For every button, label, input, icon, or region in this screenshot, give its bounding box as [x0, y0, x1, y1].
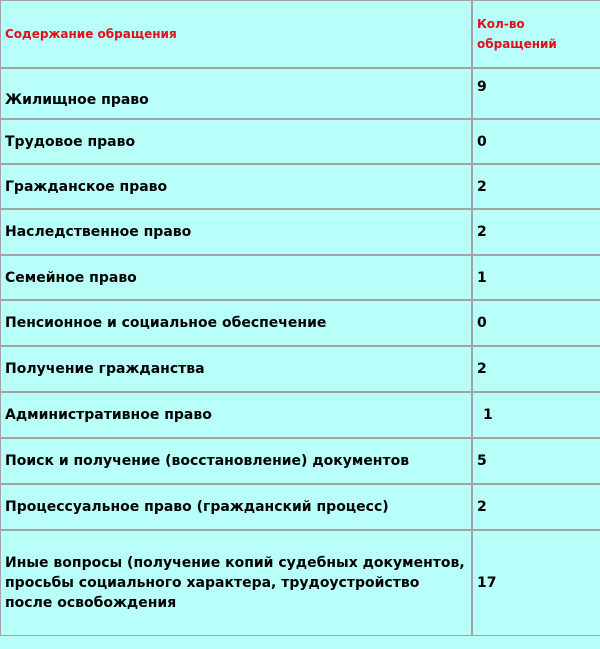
row-topic: Жилищное право — [0, 68, 472, 119]
row-topic: Наследственное право — [0, 209, 472, 255]
row-count: 1 — [472, 255, 600, 300]
row-count: 1 — [472, 392, 600, 438]
row-topic — [0, 530, 472, 636]
row-count: 2 — [472, 209, 600, 255]
table-row — [0, 164, 600, 209]
header-count: Кол-во обращений — [472, 0, 600, 68]
table-row — [0, 392, 600, 438]
row-topic: Процессуальное право (гражданский процесс) — [0, 484, 472, 530]
row-topic: Получение гражданства — [0, 346, 472, 392]
row-topic: Гражданское право — [0, 164, 472, 209]
table-row — [0, 300, 600, 346]
row-topic-line: просьбы социального характера, трудоустройство после освобождения — [5, 575, 420, 611]
table-row — [0, 346, 600, 392]
table-row — [0, 255, 600, 300]
table-row — [0, 484, 600, 530]
table-row — [0, 68, 600, 119]
table-row — [0, 209, 600, 255]
row-topic: Поиск и получение (восстановление) документов — [0, 438, 472, 484]
row-topic: Пенсионное и социальное обеспечение — [0, 300, 472, 346]
row-count: 2 — [472, 346, 600, 392]
header-content: Содержание обращения — [0, 0, 472, 68]
table-row — [0, 530, 600, 636]
row-topic-line: Иные вопросы (получение копий судебных документов, — [5, 555, 465, 571]
table-header-row — [0, 0, 600, 68]
row-count: 9 — [472, 68, 600, 119]
row-count: 2 — [472, 164, 600, 209]
row-topic: Административное право — [0, 392, 472, 438]
row-count: 2 — [472, 484, 600, 530]
row-count: 0 — [472, 119, 600, 164]
row-topic: Трудовое право — [0, 119, 472, 164]
table-row — [0, 119, 600, 164]
row-count: 0 — [472, 300, 600, 346]
table-row — [0, 438, 600, 484]
row-count: 5 — [472, 438, 600, 484]
row-count: 17 — [472, 530, 600, 636]
row-topic: Семейное право — [0, 255, 472, 300]
